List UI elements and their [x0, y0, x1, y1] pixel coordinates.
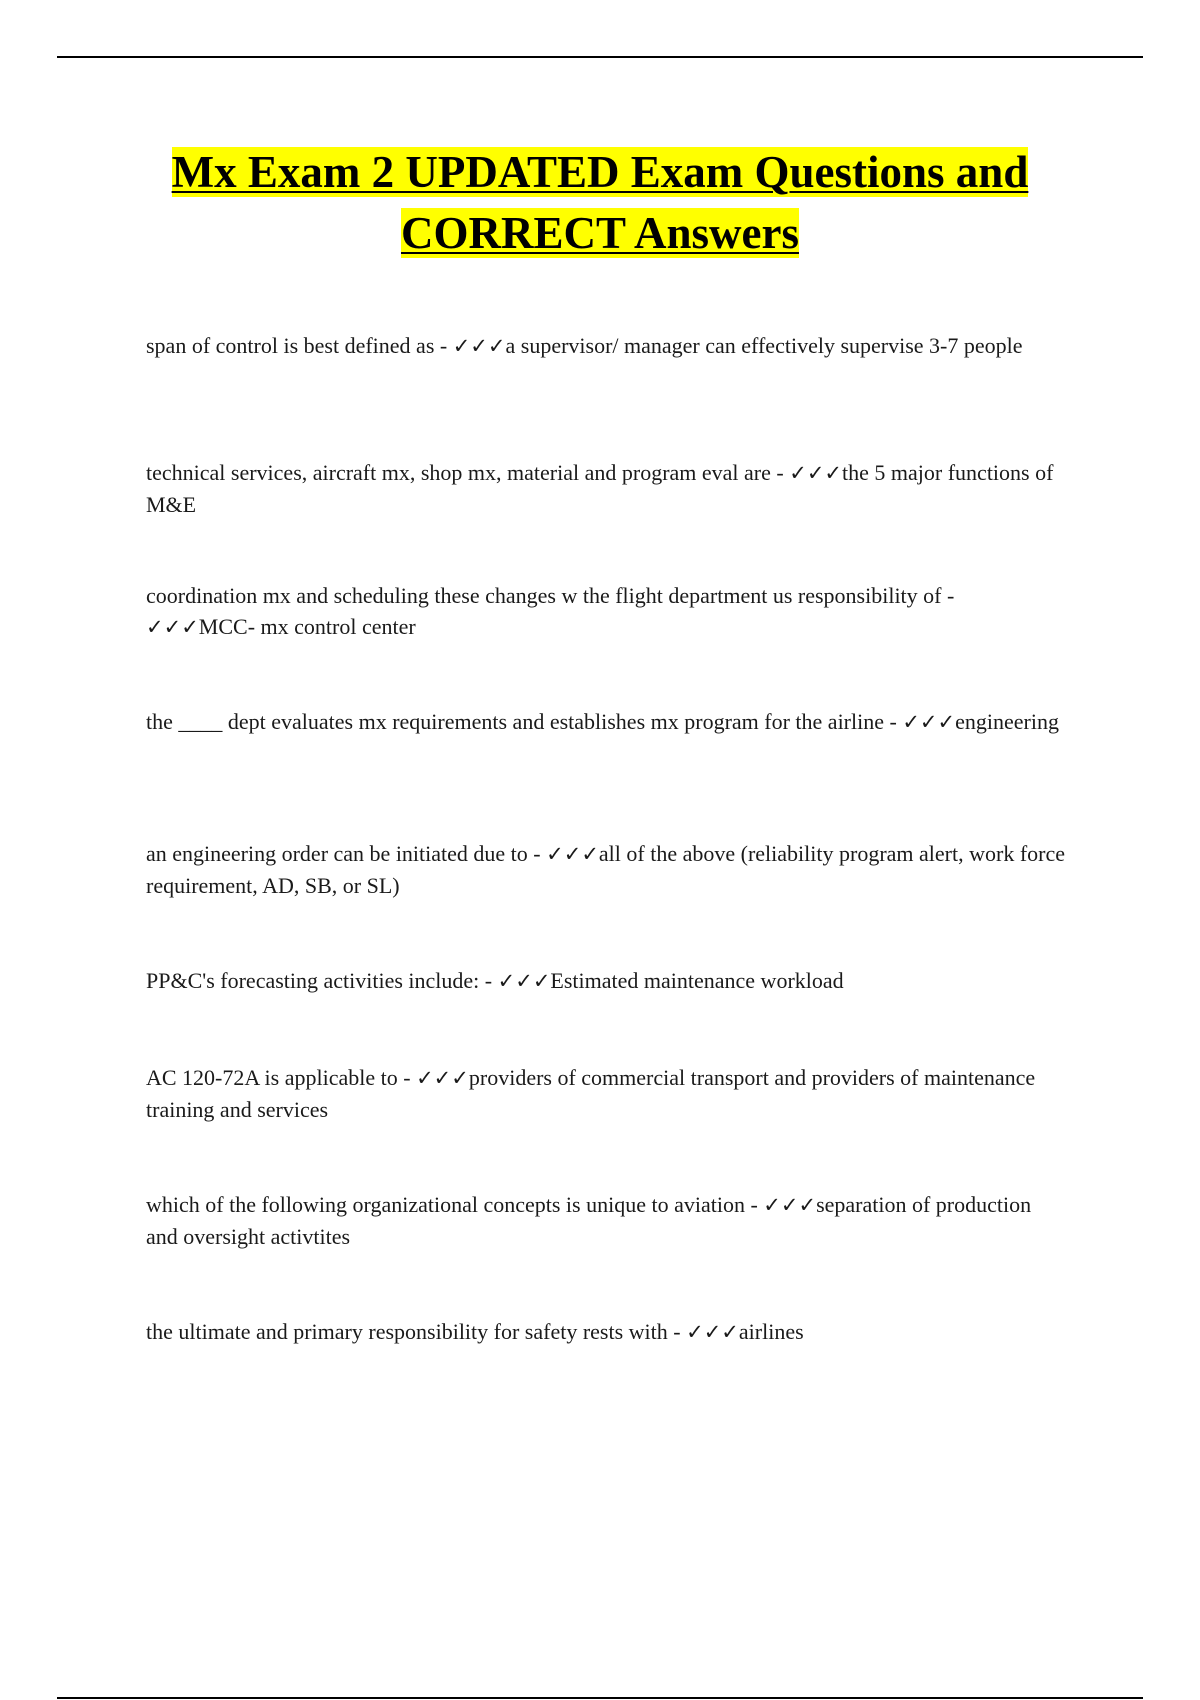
question-text: coordination mx and scheduling these changes w the flight department us responsibility of - — [146, 583, 955, 608]
qa-item-8 — [146, 1189, 1066, 1252]
triple-check-icon: ✓✓✓ — [902, 710, 956, 734]
document-title — [100, 142, 1100, 264]
triple-check-icon: ✓✓✓ — [686, 1320, 739, 1344]
triple-check-icon: ✓✓✓ — [416, 1066, 469, 1090]
triple-check-icon: ✓✓✓ — [146, 615, 199, 639]
triple-check-icon: ✓✓✓ — [763, 1193, 817, 1217]
qa-item-3 — [146, 580, 1066, 643]
qa-item-7 — [146, 1062, 1066, 1125]
answer-text: a supervisor/ manager can effectively supervise 3-7 people — [505, 333, 1023, 358]
answer-text: airlines — [738, 1319, 804, 1344]
question-text: which of the following organizational concepts is unique to aviation - — [146, 1192, 764, 1217]
qa-item-2 — [146, 457, 1066, 520]
qa-item-1 — [146, 330, 1066, 362]
top-divider — [57, 56, 1143, 58]
qa-item-5 — [146, 838, 1066, 901]
triple-check-icon: ✓✓✓ — [546, 842, 599, 866]
question-text: the ____ dept evaluates mx requirements and establishes mx program for the airline - — [146, 709, 903, 734]
answer-text: engineering — [955, 709, 1059, 734]
bottom-divider — [57, 1697, 1143, 1699]
answer-text: MCC- mx control center — [198, 614, 416, 639]
qa-item-9 — [146, 1316, 1066, 1348]
triple-check-icon: ✓✓✓ — [497, 969, 551, 993]
question-text: PP&C's forecasting activities include: - — [146, 968, 498, 993]
triple-check-icon: ✓✓✓ — [452, 334, 506, 358]
answer-text: Estimated maintenance workload — [550, 968, 844, 993]
qa-item-4 — [146, 706, 1066, 738]
question-text: span of control is best defined as - — [146, 333, 453, 358]
answer-text: providers of commercial transport and providers of maintenance training and services — [146, 1065, 1036, 1122]
title-line-1: Mx Exam 2 UPDATED Exam Questions and — [171, 147, 1029, 197]
triple-check-icon: ✓✓✓ — [789, 461, 843, 485]
question-text: the ultimate and primary responsibility for safety rests with - — [146, 1319, 687, 1344]
question-text: an engineering order can be initiated due to - — [146, 841, 547, 866]
question-text: AC 120-72A is applicable to - — [146, 1065, 417, 1090]
answer-text: separation of production and oversight activtites — [146, 1192, 1032, 1249]
answer-text: the 5 major functions of M&E — [146, 460, 1054, 517]
title-line-2: CORRECT Answers — [401, 208, 799, 258]
qa-item-6 — [146, 965, 1066, 997]
question-text: technical services, aircraft mx, shop mx, material and program eval are - — [146, 460, 790, 485]
answer-text: all of the above (reliability program alert, work force requirement, AD, SB, or SL) — [146, 841, 1066, 898]
